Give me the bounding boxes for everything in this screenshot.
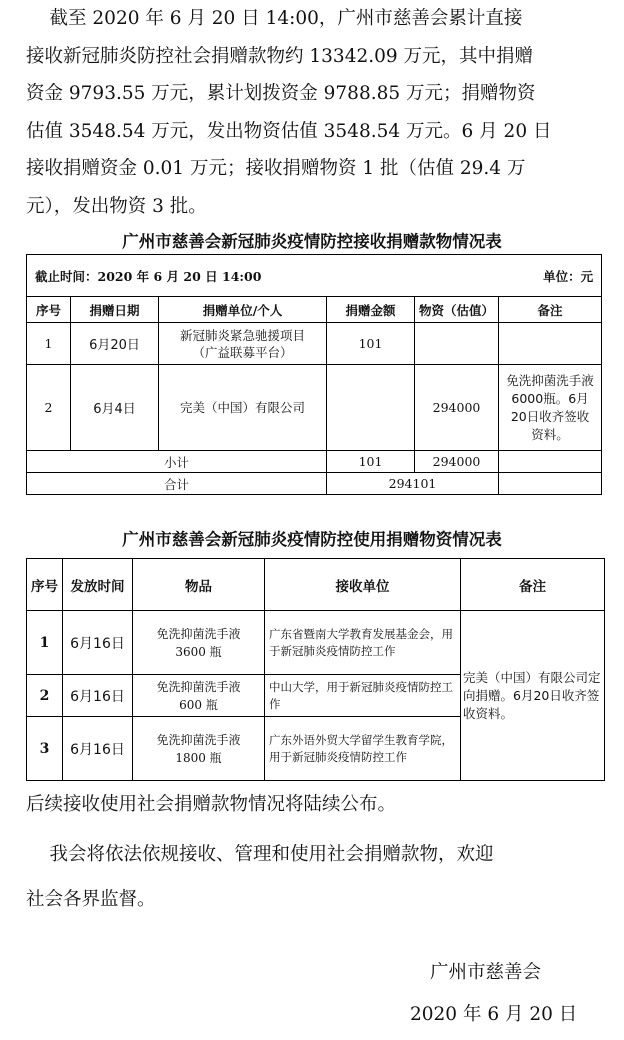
donor-line: 新冠肺炎紧急驰援项目 (179, 327, 305, 343)
row-number: 2 (27, 365, 71, 451)
followup-line: 我会将依法依规接收、管理和使用社会捐赠款物，欢迎 (26, 843, 494, 865)
receiver: 广东外语外贸大学留学生教育学院，用于新冠肺炎疫情防控工作 (265, 717, 461, 781)
intro-line: 截至 2020 年 6 月 20 日 14:00，广州市慈善会累计直接 (26, 8, 523, 29)
total-value: 294101 (327, 473, 499, 495)
row-number: 1 (27, 611, 63, 675)
item (133, 717, 265, 781)
note: 免洗抑菌洗手液 6000瓶。6月20日收齐签收资料。 (499, 365, 602, 451)
receiver: 中山大学，用于新冠肺炎疫情防控工作 (265, 675, 461, 717)
goods-value (415, 323, 499, 365)
col-header: 物资（估值） (415, 297, 499, 323)
followup-line: 后续接收使用社会捐赠款物情况将陆续公布。 (26, 794, 397, 815)
col-header: 发放时间 (63, 559, 133, 611)
item-name: 免洗抑菌洗手液 (156, 626, 241, 641)
table2-note: 完美（中国）有限公司定向捐赠。6月20日收齐签收资料。 (461, 611, 605, 781)
donor (159, 365, 327, 451)
subtotal-goods: 294000 (415, 451, 499, 473)
donation-amount: 101 (327, 323, 415, 365)
subtotal-label: 小计 (27, 451, 327, 473)
intro-line: 估值 3548.54 万元，发出物资估值 3548.54 万元。6 月 20 日 (26, 120, 552, 142)
donation-date: 6月20日 (71, 323, 159, 365)
table1-meta-row (27, 255, 602, 297)
donor-line: 完美（中国）有限公司 (179, 400, 305, 415)
table1-header-row (27, 297, 602, 323)
item-quantity: 3600 瓶 (175, 644, 222, 659)
goods-value: 294000 (415, 365, 499, 451)
intro-line: 资金 9793.55 万元，累计划拨资金 9788.85 万元；捐赠物资 (26, 83, 536, 104)
issue-date: 6月16日 (63, 675, 133, 717)
table-row (27, 323, 602, 365)
note (499, 323, 602, 365)
table-row (27, 611, 605, 675)
row-number: 2 (27, 675, 63, 717)
col-header: 序号 (27, 297, 71, 323)
cutoff-time: 截止时间：2020 年 6 月 20 日 14:00 (35, 268, 262, 284)
col-header: 捐赠金额 (327, 297, 415, 323)
signature-org: 广州市慈善会 (430, 962, 542, 983)
col-header: 捐赠日期 (71, 297, 159, 323)
item-name: 免洗抑菌洗手液 (156, 679, 241, 694)
intro-line: 接收捐赠资金 0.01 万元；接收捐赠物资 1 批（估值 29.4 万 (26, 158, 526, 179)
table1-title: 广州市慈善会新冠肺炎疫情防控接收捐赠款物情况表 (122, 232, 502, 251)
col-header: 备注 (499, 297, 602, 323)
row-number: 1 (27, 323, 71, 365)
table-row (27, 365, 602, 451)
donation-amount (327, 365, 415, 451)
row-number: 3 (27, 717, 63, 781)
issue-date: 6月16日 (63, 717, 133, 781)
donor (159, 323, 327, 365)
intro-line: 接收新冠肺炎防控社会捐赠款物约 13342.09 万元，其中捐赠 (26, 45, 534, 67)
followup-line: 社会各界监督。 (26, 889, 156, 910)
receiver: 广东省暨南大学教育发展基金会，用于新冠肺炎疫情防控工作 (265, 611, 461, 675)
subtotal-amount: 101 (327, 451, 415, 473)
unit-label: 单位：元 (543, 268, 594, 284)
total-label: 合计 (27, 473, 327, 495)
col-header: 捐赠单位/个人 (159, 297, 327, 323)
item (133, 611, 265, 675)
intro-paragraph (26, 0, 586, 225)
subtotal-row (27, 451, 602, 473)
col-header: 接收单位 (265, 559, 461, 611)
item-quantity: 1800 瓶 (175, 750, 222, 765)
item-name: 免洗抑菌洗手液 (156, 732, 241, 747)
item-quantity: 600 瓶 (179, 697, 218, 712)
issue-date: 6月16日 (63, 611, 133, 675)
donation-date: 6月4日 (71, 365, 159, 451)
intro-line: 元），发出物资 3 批。 (26, 195, 207, 217)
col-header: 备注 (461, 559, 605, 611)
followup-paragraph (26, 786, 586, 919)
col-header: 序号 (27, 559, 63, 611)
donor-line: （广益联募平台） (192, 344, 293, 360)
table2-title: 广州市慈善会新冠肺炎疫情防控使用捐赠物资情况表 (122, 530, 502, 549)
donations-received-table (26, 254, 602, 495)
donations-used-table (26, 558, 605, 781)
signature-date: 2020 年 6 月 20 日 (410, 1004, 578, 1025)
col-header: 物品 (133, 559, 265, 611)
table2-header-row (27, 559, 605, 611)
item (133, 675, 265, 717)
total-row (27, 473, 602, 495)
